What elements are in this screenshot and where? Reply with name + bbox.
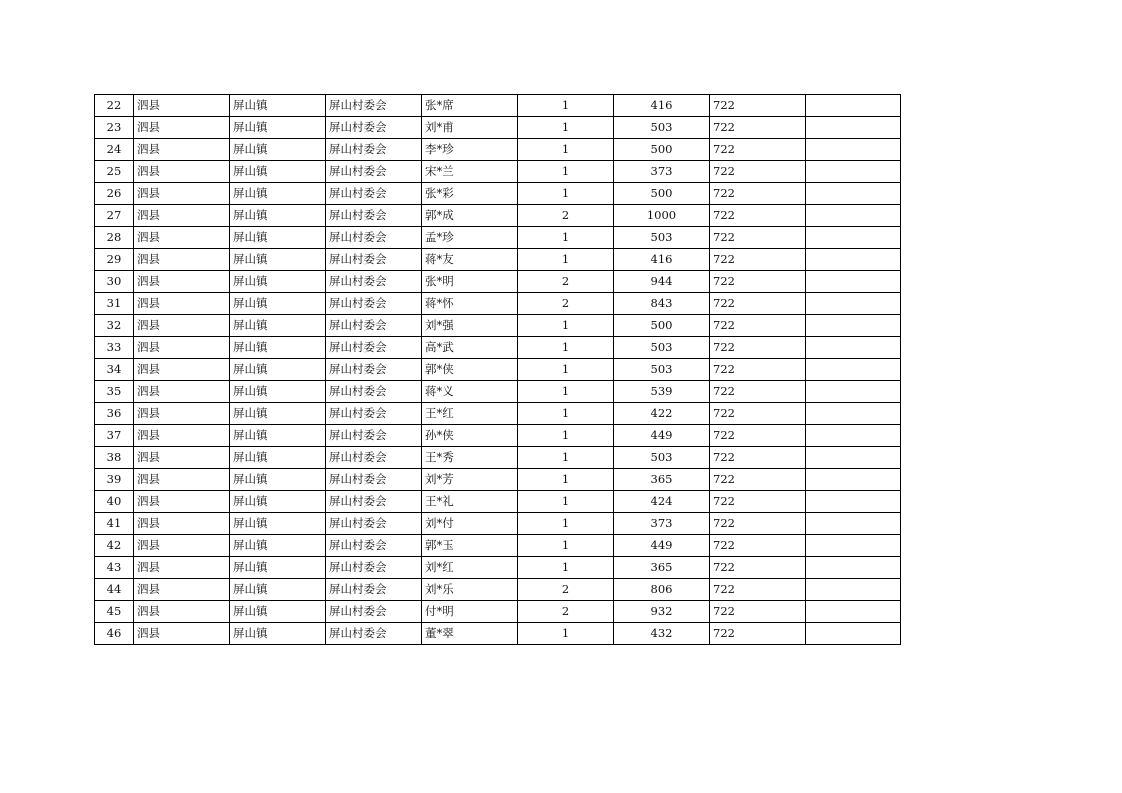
- standard-cell: 722: [710, 557, 806, 579]
- persons-cell: 2: [518, 271, 614, 293]
- name-cell: 王*秀: [422, 447, 518, 469]
- amount-cell: 432: [614, 623, 710, 645]
- table-row: [95, 183, 901, 205]
- name-cell: 张*彩: [422, 183, 518, 205]
- county-cell: 泗县: [134, 425, 230, 447]
- amount-cell: 373: [614, 513, 710, 535]
- county-cell: 泗县: [134, 403, 230, 425]
- village-cell: 屏山村委会: [326, 337, 422, 359]
- persons-cell: 1: [518, 249, 614, 271]
- county-cell: 泗县: [134, 623, 230, 645]
- county-cell: 泗县: [134, 117, 230, 139]
- amount-cell: 503: [614, 227, 710, 249]
- row-index-cell: 37: [95, 425, 134, 447]
- row-index-cell: 42: [95, 535, 134, 557]
- row-index-cell: 34: [95, 359, 134, 381]
- standard-cell: 722: [710, 425, 806, 447]
- amount-cell: 500: [614, 139, 710, 161]
- table-row: [95, 337, 901, 359]
- amount-cell: 500: [614, 315, 710, 337]
- persons-cell: 1: [518, 337, 614, 359]
- note-cell: [806, 403, 901, 425]
- county-cell: 泗县: [134, 95, 230, 117]
- table-row: [95, 293, 901, 315]
- note-cell: [806, 359, 901, 381]
- name-cell: 刘*付: [422, 513, 518, 535]
- note-cell: [806, 183, 901, 205]
- name-cell: 孙*侠: [422, 425, 518, 447]
- row-index-cell: 36: [95, 403, 134, 425]
- amount-cell: 422: [614, 403, 710, 425]
- name-cell: 刘*强: [422, 315, 518, 337]
- note-cell: [806, 447, 901, 469]
- name-cell: 蒋*义: [422, 381, 518, 403]
- standard-cell: 722: [710, 579, 806, 601]
- village-cell: 屏山村委会: [326, 535, 422, 557]
- village-cell: 屏山村委会: [326, 491, 422, 513]
- row-index-cell: 40: [95, 491, 134, 513]
- town-cell: 屏山镇: [230, 513, 326, 535]
- persons-cell: 1: [518, 359, 614, 381]
- town-cell: 屏山镇: [230, 161, 326, 183]
- standard-cell: 722: [710, 447, 806, 469]
- row-index-cell: 43: [95, 557, 134, 579]
- village-cell: 屏山村委会: [326, 249, 422, 271]
- town-cell: 屏山镇: [230, 315, 326, 337]
- county-cell: 泗县: [134, 293, 230, 315]
- name-cell: 付*明: [422, 601, 518, 623]
- village-cell: 屏山村委会: [326, 227, 422, 249]
- table-row: [95, 469, 901, 491]
- standard-cell: 722: [710, 601, 806, 623]
- village-cell: 屏山村委会: [326, 403, 422, 425]
- persons-cell: 1: [518, 535, 614, 557]
- table-row: [95, 403, 901, 425]
- persons-cell: 1: [518, 227, 614, 249]
- village-cell: 屏山村委会: [326, 315, 422, 337]
- town-cell: 屏山镇: [230, 469, 326, 491]
- village-cell: 屏山村委会: [326, 469, 422, 491]
- village-cell: 屏山村委会: [326, 623, 422, 645]
- note-cell: [806, 381, 901, 403]
- village-cell: 屏山村委会: [326, 271, 422, 293]
- table-row: [95, 381, 901, 403]
- amount-cell: 500: [614, 183, 710, 205]
- village-cell: 屏山村委会: [326, 513, 422, 535]
- amount-cell: 365: [614, 557, 710, 579]
- amount-cell: 503: [614, 447, 710, 469]
- table-row: [95, 535, 901, 557]
- county-cell: 泗县: [134, 139, 230, 161]
- note-cell: [806, 557, 901, 579]
- row-index-cell: 38: [95, 447, 134, 469]
- persons-cell: 1: [518, 117, 614, 139]
- village-cell: 屏山村委会: [326, 447, 422, 469]
- town-cell: 屏山镇: [230, 403, 326, 425]
- standard-cell: 722: [710, 249, 806, 271]
- persons-cell: 1: [518, 491, 614, 513]
- row-index-cell: 31: [95, 293, 134, 315]
- amount-cell: 539: [614, 381, 710, 403]
- county-cell: 泗县: [134, 337, 230, 359]
- town-cell: 屏山镇: [230, 139, 326, 161]
- row-index-cell: 23: [95, 117, 134, 139]
- row-index-cell: 26: [95, 183, 134, 205]
- standard-cell: 722: [710, 293, 806, 315]
- village-cell: 屏山村委会: [326, 95, 422, 117]
- village-cell: 屏山村委会: [326, 425, 422, 447]
- name-cell: 董*翠: [422, 623, 518, 645]
- persons-cell: 1: [518, 315, 614, 337]
- village-cell: 屏山村委会: [326, 601, 422, 623]
- town-cell: 屏山镇: [230, 227, 326, 249]
- note-cell: [806, 205, 901, 227]
- standard-cell: 722: [710, 403, 806, 425]
- note-cell: [806, 425, 901, 447]
- persons-cell: 1: [518, 513, 614, 535]
- name-cell: 王*礼: [422, 491, 518, 513]
- table-row: [95, 623, 901, 645]
- name-cell: 刘*芳: [422, 469, 518, 491]
- note-cell: [806, 491, 901, 513]
- row-index-cell: 24: [95, 139, 134, 161]
- county-cell: 泗县: [134, 315, 230, 337]
- county-cell: 泗县: [134, 183, 230, 205]
- standard-cell: 722: [710, 491, 806, 513]
- data-table: [94, 94, 901, 645]
- persons-cell: 2: [518, 601, 614, 623]
- table-row: [95, 117, 901, 139]
- town-cell: 屏山镇: [230, 359, 326, 381]
- table-row: [95, 205, 901, 227]
- standard-cell: 722: [710, 227, 806, 249]
- amount-cell: 424: [614, 491, 710, 513]
- row-index-cell: 45: [95, 601, 134, 623]
- row-index-cell: 39: [95, 469, 134, 491]
- standard-cell: 722: [710, 623, 806, 645]
- town-cell: 屏山镇: [230, 425, 326, 447]
- name-cell: 刘*乐: [422, 579, 518, 601]
- name-cell: 高*武: [422, 337, 518, 359]
- table-row: [95, 249, 901, 271]
- town-cell: 屏山镇: [230, 271, 326, 293]
- village-cell: 屏山村委会: [326, 579, 422, 601]
- amount-cell: 932: [614, 601, 710, 623]
- name-cell: 郭*成: [422, 205, 518, 227]
- name-cell: 蒋*友: [422, 249, 518, 271]
- table-row: [95, 491, 901, 513]
- persons-cell: 1: [518, 183, 614, 205]
- town-cell: 屏山镇: [230, 601, 326, 623]
- name-cell: 蒋*怀: [422, 293, 518, 315]
- table-row: [95, 601, 901, 623]
- note-cell: [806, 293, 901, 315]
- village-cell: 屏山村委会: [326, 557, 422, 579]
- town-cell: 屏山镇: [230, 117, 326, 139]
- county-cell: 泗县: [134, 249, 230, 271]
- persons-cell: 1: [518, 161, 614, 183]
- amount-cell: 449: [614, 535, 710, 557]
- name-cell: 刘*甫: [422, 117, 518, 139]
- note-cell: [806, 469, 901, 491]
- standard-cell: 722: [710, 161, 806, 183]
- town-cell: 屏山镇: [230, 95, 326, 117]
- county-cell: 泗县: [134, 271, 230, 293]
- amount-cell: 449: [614, 425, 710, 447]
- note-cell: [806, 535, 901, 557]
- amount-cell: 944: [614, 271, 710, 293]
- town-cell: 屏山镇: [230, 249, 326, 271]
- county-cell: 泗县: [134, 601, 230, 623]
- village-cell: 屏山村委会: [326, 293, 422, 315]
- row-index-cell: 22: [95, 95, 134, 117]
- row-index-cell: 25: [95, 161, 134, 183]
- county-cell: 泗县: [134, 359, 230, 381]
- amount-cell: 843: [614, 293, 710, 315]
- county-cell: 泗县: [134, 557, 230, 579]
- table-row: [95, 425, 901, 447]
- name-cell: 李*珍: [422, 139, 518, 161]
- table-row: [95, 271, 901, 293]
- name-cell: 郭*侠: [422, 359, 518, 381]
- table-row: [95, 139, 901, 161]
- persons-cell: 2: [518, 293, 614, 315]
- name-cell: 宋*兰: [422, 161, 518, 183]
- standard-cell: 722: [710, 117, 806, 139]
- village-cell: 屏山村委会: [326, 161, 422, 183]
- table-row: [95, 161, 901, 183]
- table-row: [95, 359, 901, 381]
- row-index-cell: 27: [95, 205, 134, 227]
- row-index-cell: 41: [95, 513, 134, 535]
- persons-cell: 1: [518, 447, 614, 469]
- row-index-cell: 35: [95, 381, 134, 403]
- persons-cell: 1: [518, 623, 614, 645]
- row-index-cell: 33: [95, 337, 134, 359]
- note-cell: [806, 249, 901, 271]
- village-cell: 屏山村委会: [326, 183, 422, 205]
- amount-cell: 373: [614, 161, 710, 183]
- standard-cell: 722: [710, 381, 806, 403]
- county-cell: 泗县: [134, 579, 230, 601]
- county-cell: 泗县: [134, 491, 230, 513]
- town-cell: 屏山镇: [230, 535, 326, 557]
- village-cell: 屏山村委会: [326, 139, 422, 161]
- town-cell: 屏山镇: [230, 491, 326, 513]
- name-cell: 张*席: [422, 95, 518, 117]
- note-cell: [806, 271, 901, 293]
- table-row: [95, 513, 901, 535]
- row-index-cell: 44: [95, 579, 134, 601]
- standard-cell: 722: [710, 513, 806, 535]
- town-cell: 屏山镇: [230, 579, 326, 601]
- county-cell: 泗县: [134, 535, 230, 557]
- persons-cell: 1: [518, 381, 614, 403]
- amount-cell: 503: [614, 337, 710, 359]
- persons-cell: 2: [518, 205, 614, 227]
- village-cell: 屏山村委会: [326, 381, 422, 403]
- village-cell: 屏山村委会: [326, 359, 422, 381]
- persons-cell: 1: [518, 139, 614, 161]
- table-row: [95, 557, 901, 579]
- town-cell: 屏山镇: [230, 293, 326, 315]
- standard-cell: 722: [710, 535, 806, 557]
- persons-cell: 1: [518, 403, 614, 425]
- persons-cell: 1: [518, 469, 614, 491]
- note-cell: [806, 227, 901, 249]
- table-row: [95, 447, 901, 469]
- note-cell: [806, 579, 901, 601]
- town-cell: 屏山镇: [230, 557, 326, 579]
- standard-cell: 722: [710, 359, 806, 381]
- county-cell: 泗县: [134, 161, 230, 183]
- table-row: [95, 315, 901, 337]
- persons-cell: 1: [518, 95, 614, 117]
- note-cell: [806, 161, 901, 183]
- table-row: [95, 579, 901, 601]
- amount-cell: 503: [614, 117, 710, 139]
- standard-cell: 722: [710, 139, 806, 161]
- note-cell: [806, 117, 901, 139]
- standard-cell: 722: [710, 183, 806, 205]
- county-cell: 泗县: [134, 227, 230, 249]
- standard-cell: 722: [710, 315, 806, 337]
- amount-cell: 416: [614, 249, 710, 271]
- amount-cell: 416: [614, 95, 710, 117]
- amount-cell: 806: [614, 579, 710, 601]
- table-body: [95, 95, 901, 645]
- table-row: [95, 95, 901, 117]
- note-cell: [806, 623, 901, 645]
- name-cell: 王*红: [422, 403, 518, 425]
- amount-cell: 1000: [614, 205, 710, 227]
- note-cell: [806, 513, 901, 535]
- note-cell: [806, 337, 901, 359]
- note-cell: [806, 139, 901, 161]
- village-cell: 屏山村委会: [326, 205, 422, 227]
- standard-cell: 722: [710, 205, 806, 227]
- note-cell: [806, 315, 901, 337]
- standard-cell: 722: [710, 95, 806, 117]
- name-cell: 刘*红: [422, 557, 518, 579]
- county-cell: 泗县: [134, 469, 230, 491]
- persons-cell: 1: [518, 557, 614, 579]
- persons-cell: 1: [518, 425, 614, 447]
- county-cell: 泗县: [134, 447, 230, 469]
- county-cell: 泗县: [134, 205, 230, 227]
- row-index-cell: 28: [95, 227, 134, 249]
- standard-cell: 722: [710, 337, 806, 359]
- note-cell: [806, 95, 901, 117]
- town-cell: 屏山镇: [230, 205, 326, 227]
- county-cell: 泗县: [134, 513, 230, 535]
- persons-cell: 2: [518, 579, 614, 601]
- town-cell: 屏山镇: [230, 337, 326, 359]
- name-cell: 张*明: [422, 271, 518, 293]
- row-index-cell: 30: [95, 271, 134, 293]
- town-cell: 屏山镇: [230, 183, 326, 205]
- name-cell: 孟*珍: [422, 227, 518, 249]
- row-index-cell: 29: [95, 249, 134, 271]
- standard-cell: 722: [710, 469, 806, 491]
- row-index-cell: 32: [95, 315, 134, 337]
- name-cell: 郭*玉: [422, 535, 518, 557]
- town-cell: 屏山镇: [230, 623, 326, 645]
- amount-cell: 365: [614, 469, 710, 491]
- table-row: [95, 227, 901, 249]
- county-cell: 泗县: [134, 381, 230, 403]
- amount-cell: 503: [614, 359, 710, 381]
- town-cell: 屏山镇: [230, 447, 326, 469]
- row-index-cell: 46: [95, 623, 134, 645]
- town-cell: 屏山镇: [230, 381, 326, 403]
- village-cell: 屏山村委会: [326, 117, 422, 139]
- standard-cell: 722: [710, 271, 806, 293]
- note-cell: [806, 601, 901, 623]
